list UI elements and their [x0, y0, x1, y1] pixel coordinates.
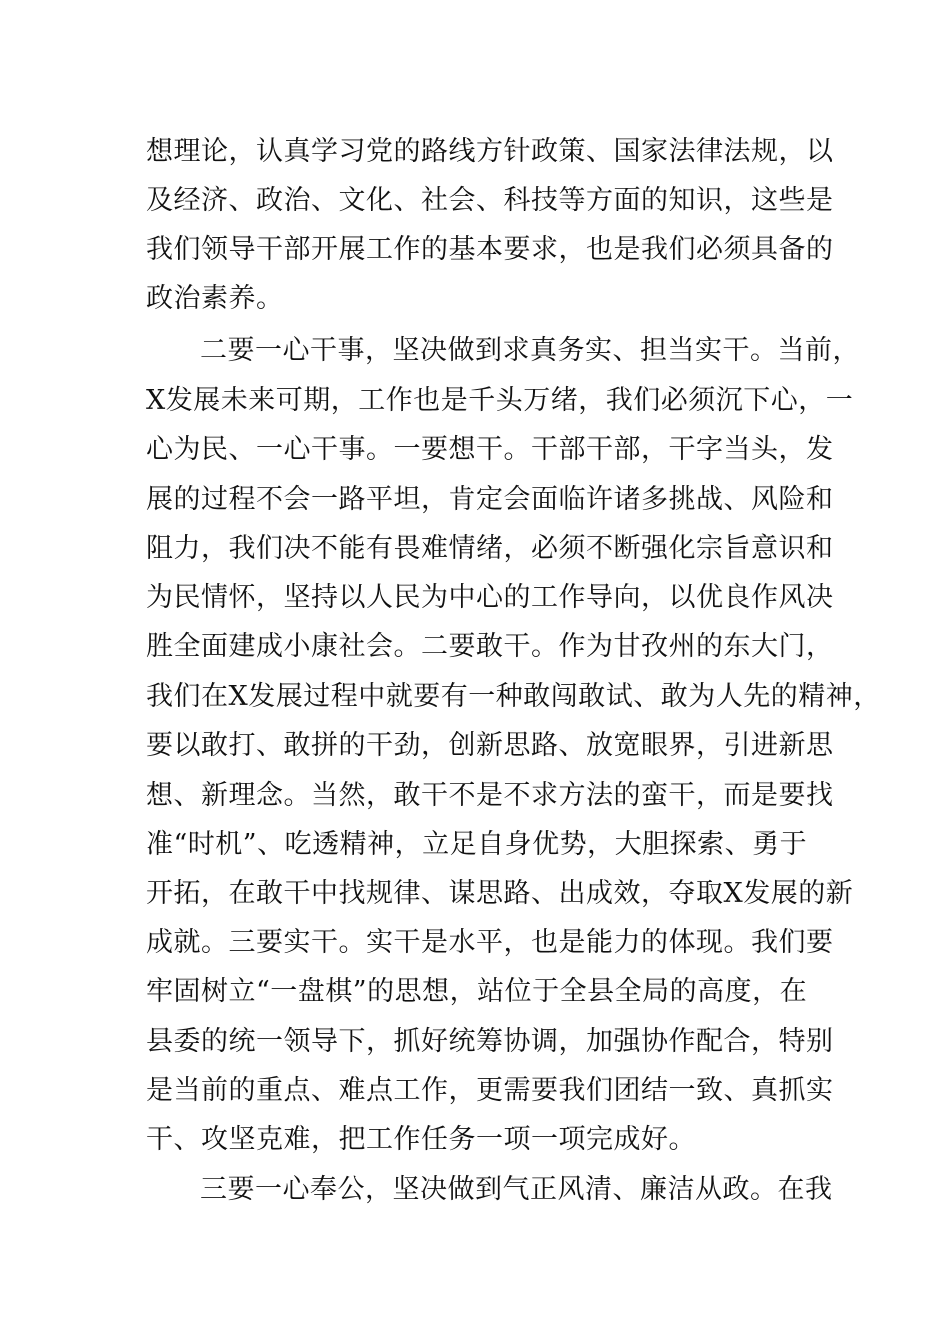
body-text-line: 为民情怀，坚持以人民为中心的工作导向，以优良作风决 — [146, 582, 834, 613]
body-text-line: 想理论，认真学习党的路线方针政策、国家法律法规，以 — [146, 136, 834, 167]
body-text-line: 想、新理念。当然，敢干不是不求方法的蛮干，而是要找 — [146, 780, 834, 811]
paragraph-start-line: 三要一心奉公，坚决做到气正风清、廉洁从政。在我 — [200, 1174, 833, 1205]
body-text-line: 及经济、政治、文化、社会、科技等方面的知识，这些是 — [146, 185, 834, 216]
body-text-line: 要以敢打、敢拼的干劲，创新思路、放宽眼界，引进新思 — [146, 730, 834, 761]
body-text-line: 心为民、一心干事。一要想干。干部干部，干字当头，发 — [146, 434, 834, 465]
body-text-line: 胜全面建成小康社会。二要敢干。作为甘孜州的东大门， — [146, 631, 834, 662]
body-text-line: 准“时机”、吃透精神，立足自身优势，大胆探索、勇于 — [146, 829, 808, 860]
body-text-line: 牢固树立“一盘棋”的思想，站位于全县全局的高度，在 — [146, 976, 808, 1007]
body-text-line: 县委的统一领导下，抓好统筹协调，加强协作配合，特别 — [146, 1026, 834, 1057]
body-text-line: 干、攻坚克难，把工作任务一项一项完成好。 — [146, 1124, 696, 1155]
body-text-line: 开拓，在敢干中找规律、谋思路、出成效，夺取X发展的新 — [146, 878, 854, 909]
paragraph-start-line: 二要一心干事，坚决做到求真务实、担当实干。当前， — [200, 335, 860, 366]
body-text-line: 阻力，我们决不能有畏难情绪，必须不断强化宗旨意识和 — [146, 533, 834, 564]
body-text-line: 展的过程不会一路平坦，肯定会面临许诸多挑战、风险和 — [146, 484, 834, 515]
body-text-line: 我们在X发展过程中就要有一种敢闯敢试、敢为人先的精神， — [146, 681, 881, 712]
body-text-line: 我们领导干部开展工作的基本要求，也是我们必须具备的 — [146, 234, 834, 265]
body-text-line: 是当前的重点、难点工作，更需要我们团结一致、真抓实 — [146, 1075, 834, 1106]
body-text-line: X发展未来可期，工作也是千头万绪，我们必须沉下心，一 — [146, 385, 854, 416]
body-text-line: 政治素养。 — [146, 283, 284, 314]
body-text-line: 成就。三要实干。实干是水平，也是能力的体现。我们要 — [146, 927, 834, 958]
